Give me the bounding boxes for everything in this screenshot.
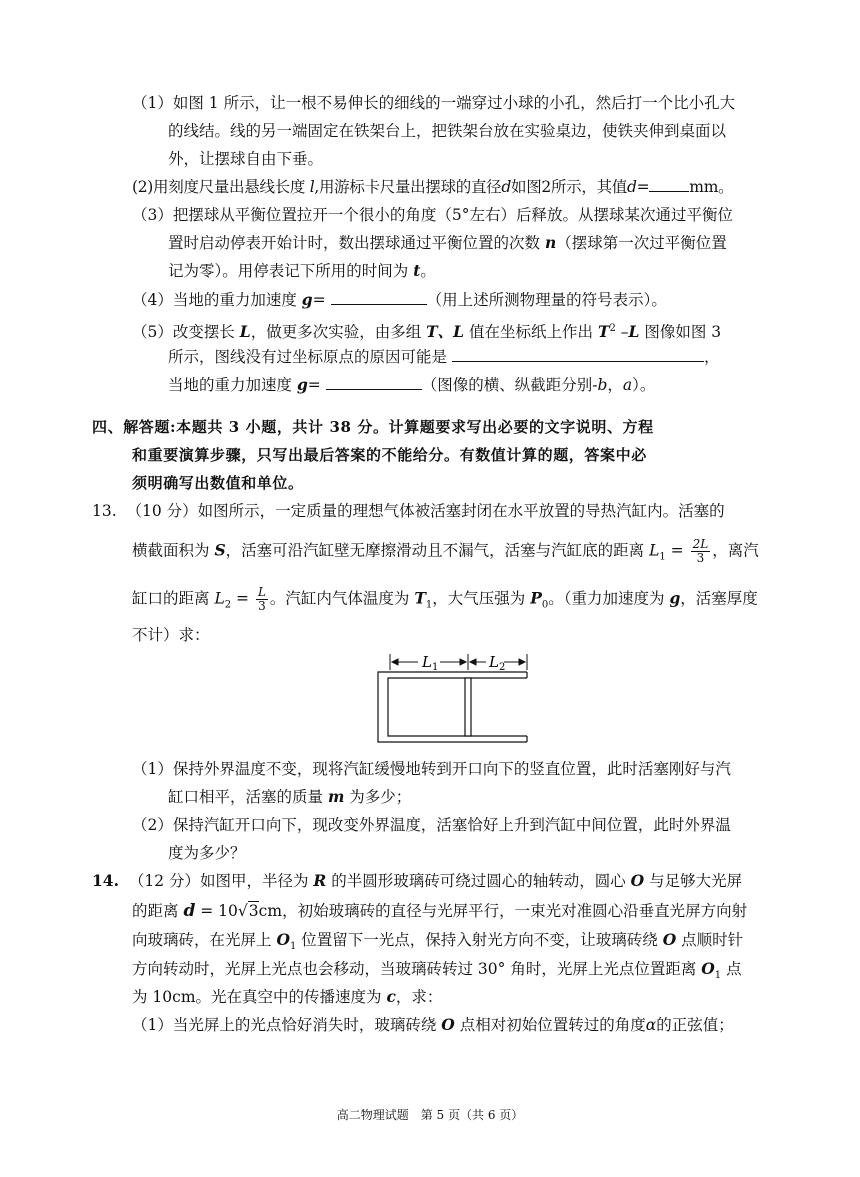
q13-part-2-line-2: 度为多少？ (168, 844, 246, 862)
cylinder-walls (378, 672, 527, 742)
unit: mm。 (689, 178, 734, 196)
text: ， (703, 348, 720, 366)
text: 点 (721, 960, 742, 978)
text: （5）改变摆长 (132, 323, 240, 342)
subscript: 2 (224, 599, 232, 611)
piston (465, 678, 471, 736)
question-number: 13. (92, 502, 117, 520)
text: 当地的重力加速度 (168, 376, 297, 394)
q13-part-1-line-2 (168, 786, 411, 808)
answer-blank-diameter[interactable] (649, 176, 689, 192)
subscript: 1 (659, 551, 666, 563)
q13-line-1 (92, 500, 725, 522)
section-title: 四、解答题 (92, 418, 171, 436)
numerator: 2L (692, 537, 709, 551)
text: ，活塞可沿汽缸壁无摩擦滑动且不漏气，活塞与汽缸底的距离 (225, 541, 650, 560)
symbol-d: d (183, 901, 196, 921)
text: = 10 (195, 902, 238, 920)
sqrt-sign: √ (237, 902, 248, 920)
text: ，活塞厚度 (680, 589, 758, 608)
text: 。 (420, 262, 436, 280)
symbol-T-L: T、L (426, 322, 465, 342)
text: = (307, 376, 326, 394)
symbol-O: O (662, 930, 677, 949)
symbol-O1: O (701, 959, 715, 978)
exp-step-1-line-2: 的线结。线的另一端固定在铁架台上，把铁架台放在实验桌边，使铁夹伸到桌面以 (168, 122, 727, 140)
text: 记为零）。用停表记下所用的时间为 (168, 262, 414, 280)
section-4-heading-line-2: 和重要演算步骤，只写出最后答案的不能给分。有数值计算的题，答案中必 (132, 446, 647, 464)
text: （1）当光屏上的光点恰好消失时，玻璃砖绕 (132, 1016, 442, 1034)
answer-blank-reason[interactable] (452, 346, 704, 362)
text: ， (607, 376, 623, 394)
symbol-t: t (413, 261, 421, 280)
label-L2: $L_2$ (489, 653, 506, 673)
fraction-2L-over-3 (691, 538, 711, 565)
text: 与足够大光屏 (644, 872, 743, 890)
answer-blank-g-value[interactable] (326, 374, 422, 390)
exp-step-5-line-2 (168, 346, 719, 368)
exp-step-4 (132, 289, 667, 311)
superscript: 2 (609, 323, 616, 334)
question-number: 14. (92, 871, 119, 890)
text: 点相对初始位置转过的角度 (454, 1016, 646, 1034)
text: ，大气压强为 (432, 589, 531, 608)
subscript: 1 (714, 970, 722, 982)
text: 置时启动停表开始计时，数出摆球通过平衡位置的次数 (168, 234, 545, 252)
symbol-L2: L (214, 589, 225, 608)
symbol-O: O (630, 871, 645, 890)
q14-part-1 (132, 1014, 734, 1036)
text: ，做更多次实验，由多组 (250, 323, 427, 342)
exp-step-1-line-3: 外，让摆球自由下垂。 (168, 150, 324, 168)
symbol-g: g (301, 290, 313, 309)
text: ，初始玻璃砖的直径与光屏平行，一束光对准圆心沿垂直光屏方向射 (282, 902, 748, 920)
section-4-heading-line-3: 须明确写出数值和单位。 (132, 474, 304, 492)
exp-step-3-line-3 (168, 260, 436, 282)
text: （图像的横、纵截距分别- (421, 376, 598, 394)
text: （12 分）如图甲，半径为 (128, 872, 314, 890)
symbol-P0: P (530, 588, 542, 608)
text: （摆球第一次过平衡位置 (556, 234, 727, 252)
q14-line-1 (92, 870, 742, 892)
text: = (231, 589, 254, 608)
text: （4）当地的重力加速度 (132, 291, 302, 309)
text: 方向转动时，光屏上光点也会移动，当玻璃砖转过 30° 角时，光屏上光点位置距离 (132, 960, 702, 978)
symbol-d: d (626, 178, 637, 196)
symbol-a: a (622, 376, 633, 394)
text: – (615, 323, 629, 342)
text: 点顺时针 (676, 931, 744, 949)
text: （10 分）如图所示，一定质量的理想气体被活塞封闭在水平放置的导热汽缸内。活塞的 (126, 502, 725, 520)
text: 的距离 (132, 902, 184, 920)
page-footer: 高二物理试题 第 5 页（共 6 页） (336, 1108, 524, 1122)
q13-line-4: 不计）求： (132, 626, 210, 644)
exp-step-3-line-2 (168, 232, 727, 254)
subscript: 1 (289, 941, 297, 953)
text: （用上述所测物理量的符号表示）。 (426, 291, 667, 309)
q14-line-4 (132, 958, 742, 987)
dimension-lines (390, 654, 527, 670)
text: 如图2所示，其值 (511, 178, 627, 196)
text: 值在坐标纸上作出 (464, 323, 598, 342)
symbol-b: b (597, 376, 608, 394)
text: 横截面积为 (132, 541, 215, 560)
symbol-l: l (309, 178, 315, 196)
symbol-g: g (669, 588, 681, 608)
text: 为多少； (344, 788, 412, 806)
q14-line-2 (132, 900, 747, 922)
answer-blank-g-formula[interactable] (331, 289, 427, 305)
symbol-T1: T (414, 588, 426, 608)
text: 缸口的距离 (132, 589, 215, 608)
symbol-c: c (386, 987, 396, 1006)
q13-part-1-line-1: （1）保持外界温度不变，现将汽缸缓慢地转到开口向下的竖直位置，此时活塞刚好与汽 (132, 760, 731, 778)
denominator: 3 (258, 599, 266, 613)
exp-step-5-line-3 (168, 374, 655, 396)
text: ）。 (632, 376, 656, 394)
q14-line-5 (132, 986, 442, 1008)
symbol-R: R (313, 871, 327, 890)
text: = (636, 178, 650, 196)
label-L1: $L_1$ (422, 653, 439, 673)
q13-line-2 (132, 538, 759, 569)
text: ，离汽 (712, 541, 759, 560)
symbol-n: n (544, 233, 557, 252)
symbol-alpha: α (645, 1016, 657, 1034)
text: 所示，图线没有过坐标原点的原因可能是 (168, 348, 452, 366)
text: 的正弦值； (656, 1016, 734, 1034)
exp-step-5-line-1 (132, 318, 721, 343)
text: 为 10cm。光在真空中的传播速度为 (132, 988, 387, 1006)
text: = (665, 541, 689, 560)
text: 。汽缸内气体温度为 (269, 589, 415, 608)
text: ，求： (395, 988, 443, 1006)
exp-step-3-line-1: （3）把摆球从平衡位置拉开一个很小的角度（5°左右）后释放。从摆球某次通过平衡位 (132, 206, 733, 224)
text: 图像如图 3 (639, 323, 722, 342)
denominator: 3 (696, 551, 705, 565)
symbol-L1: L (649, 541, 660, 560)
text: = (312, 291, 331, 309)
q13-part-2-line-1: （2）保持汽缸开口向下，现改变外界温度，活塞恰好上升到汽缸中间位置，此时外界温 (132, 816, 731, 834)
symbol-O: O (441, 1015, 455, 1034)
symbol-g: g (296, 375, 308, 394)
subscript: 1 (425, 599, 433, 611)
text: 的半圆形玻璃砖可绕过圆心的轴转动，圆心 (326, 872, 631, 890)
cylinder-piston-figure (370, 648, 540, 748)
text: ,用游标卡尺量出摆球的直径 (314, 178, 502, 196)
exp-step-2 (132, 176, 733, 198)
text: (2)用刻度尺量出悬线长度 (132, 178, 310, 196)
unit: cm (258, 902, 283, 920)
q13-line-3 (132, 586, 758, 617)
symbol-m: m (327, 787, 345, 806)
symbol-L: L (239, 322, 251, 342)
subscript: 0 (541, 599, 549, 611)
text: 位置留下一光点，保持入射光方向不变，让玻璃砖绕 (296, 931, 663, 949)
fraction-L-over-3 (256, 586, 268, 613)
text: 。（重力加速度为 (548, 589, 670, 608)
exp-step-1-line-1: （1）如图 1 所示，让一根不易伸长的细线的一端穿过小球的小孔，然后打一个比小孔大 (132, 94, 736, 112)
symbol-L: L (628, 322, 640, 342)
q14-line-3 (132, 929, 743, 958)
symbol-T: T (597, 322, 610, 342)
sqrt-radicand: 3 (248, 902, 259, 920)
text: :本题共 3 小题，共计 38 分。计算题要求写出必要的文字说明、方程 (170, 418, 654, 436)
numerator: L (257, 585, 266, 599)
symbol-O1: O (276, 930, 290, 949)
text: 向玻璃砖，在光屏上 (132, 931, 277, 949)
section-4-heading-line-1 (92, 416, 654, 438)
symbol-d: d (501, 178, 512, 196)
text: 缸口相平，活塞的质量 (168, 788, 328, 806)
symbol-S: S (214, 540, 226, 560)
